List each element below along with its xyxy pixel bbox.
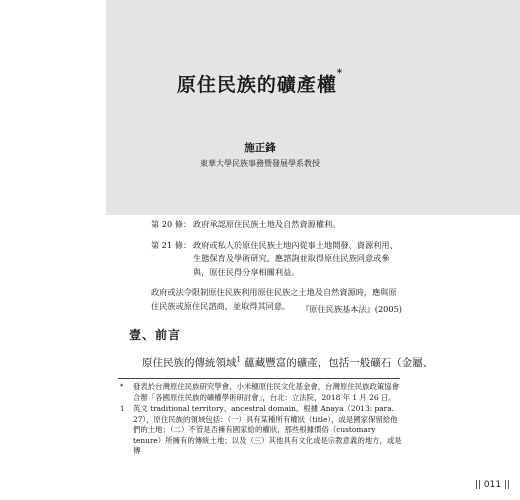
footnote-mark: * bbox=[120, 383, 124, 391]
epigraph-note: 政府或法令限制原住民族利用原住民族之土地及自然資源時，應與原住民族或原住民諮商，並取得其同意。 bbox=[151, 287, 397, 311]
epigraph-block bbox=[151, 218, 401, 313]
epigraph-source: 『原住民族基本法』(2005) bbox=[301, 304, 402, 314]
body-text: 原住民族的傳統領域 bbox=[142, 357, 237, 369]
title-footnote-mark: * bbox=[336, 68, 344, 79]
title-banner bbox=[106, 0, 520, 215]
footnote-ref[interactable]: 1 bbox=[236, 355, 241, 364]
epigraph-article bbox=[151, 218, 401, 232]
author-name: 施正鋒 bbox=[244, 142, 276, 154]
body-text: 蘊藏豐富的礦產，包括一般礦石（金屬、 bbox=[240, 357, 434, 369]
footnote-divider bbox=[118, 378, 400, 379]
footnote-mark: 1 bbox=[120, 405, 125, 413]
epigraph-article bbox=[151, 239, 401, 280]
body-paragraph bbox=[142, 355, 433, 370]
author-affiliation: 東華大學民族事務暨發展學系教授 bbox=[200, 159, 320, 168]
page-number: || 011 || bbox=[474, 480, 510, 490]
section-heading: 壹、前言 bbox=[129, 328, 182, 342]
footnote-text: 發表於台灣原住民族研究學會、小米穗原住民文化基金會，台灣原住民族政策協會合辦「各國原住民族的礦權學術研討會」，台北：立法院，2018 年 1 月 26 日。 bbox=[133, 382, 400, 402]
article-title-text: 原住民族的礦產權 bbox=[176, 74, 337, 96]
footnote-text: 英文 traditional territory、ancestral domain。根據 Anaya（2013: para. 27），原住民族的領域包括：（一）具有某種所有權狀（title），或是國家保留給他們的土地；（二）不管是否擁有國家給的權狀，那些根據慣俗（customary tenure）所擁有的傳統土地；以及（三）其他具有文化或是宗教意義的地方，或是傳 bbox=[133, 404, 402, 455]
article-number: 第 21 條： bbox=[151, 239, 192, 250]
article-title bbox=[0, 70, 520, 97]
article-text: 政府承認原住民族土地及自然資源權利。 bbox=[193, 219, 341, 229]
article-text: 政府或私人於原住民族土地內從事土地開發、資源利用、生態保育及學術研究，應諮詢並取得原住民族同意或參與，原住民得分享相關利益。 bbox=[193, 239, 398, 277]
article-number: 第 20 條： bbox=[151, 219, 192, 229]
